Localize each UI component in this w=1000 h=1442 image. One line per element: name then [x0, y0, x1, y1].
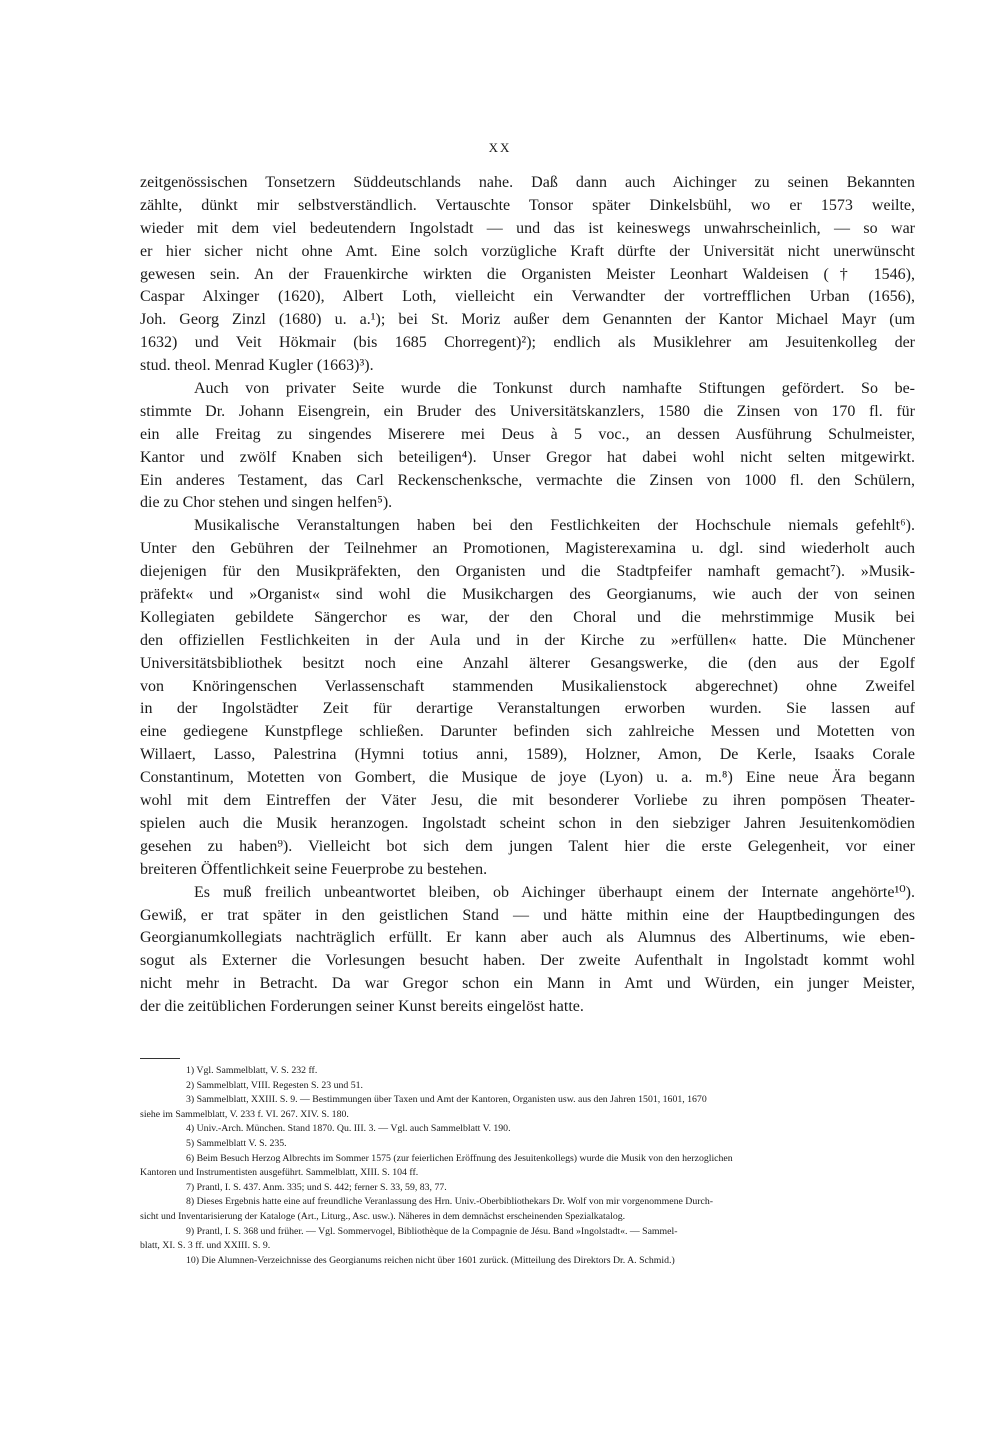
footnote-10: 10) Die Alumnen-Verzeichnisse des Georgianums reichen nicht über 1601 zurück. (Mitteilung des Direktors Dr. A. Schmid.) — [186, 1254, 675, 1266]
footnote-7: 7) Prantl, I. S. 437. Anm. 335; und S. 442; ferner S. 33, 59, 83, 77. — [186, 1181, 447, 1193]
body-line: Constantinum, Motetten von Gombert, die Musique de joye (Lyon) u. a. m.⁸) Eine neue Ära begann — [140, 769, 915, 787]
footnote-3: 3) Sammelblatt, XXIII. S. 9. — Bestimmungen über Taxen und Amt der Kantoren, Organisten usw. aus den Jahren 1501, 1601, 1670 — [186, 1094, 707, 1106]
footnote-separator — [140, 1058, 180, 1059]
body-line: nicht mehr in Betracht. Da war Gregor schon ein Mann in Amt und Würden, ein junger Meister, — [140, 975, 915, 993]
footnotes — [140, 1064, 915, 1268]
body-line: stud. theol. Menrad Kugler (1663)³). — [140, 357, 374, 375]
body-line: eine gediegene Kunstpflege schließen. Darunter befinden sich zahlreiche Messen und Motetten von — [140, 723, 915, 741]
body-line: 1632) und Veit Hökmair (bis 1685 Chorregent)²); endlich als Musiklehrer am Jesuitenkolleg der — [140, 334, 915, 352]
body-line: die zu Chor stehen und singen helfen⁵). — [140, 494, 393, 512]
body-line: er hier sicher nicht ohne Amt. Eine solch vorzügliche Kraft dürfte der Universität nicht unerwünscht — [140, 242, 915, 260]
body-line: der die zeitüblichen Forderungen seiner Kunst bereits eingelöst hatte. — [140, 998, 584, 1016]
footnote-1: 1) Vgl. Sammelblatt, V. S. 232 ff. — [186, 1065, 318, 1076]
body-line: Joh. Georg Zinzl (1680) u. a.¹); bei St. Moriz außer dem Genannten der Kantor Michael Mayr (um — [140, 311, 915, 329]
body-line: gewesen sein. An der Frauenkirche wirkten die Organisten Meister Leonhart Waldeisen († 1546), — [140, 265, 915, 283]
body-line: den offiziellen Festlichkeiten in der Aula und in der Kirche zu »erfüllen« hatte. Die Münchener — [140, 631, 915, 649]
body-line: Ein anderes Testament, das Carl Reckenschenksche, vermachte die Zinsen von 1000 fl. den Schülern, — [140, 471, 915, 489]
footnote-2: 2) Sammelblatt, VIII. Regesten S. 23 und 51. — [186, 1079, 363, 1091]
footnote-9: 9) Prantl, I. S. 368 und früher. — Vgl. Sommervogel, Bibliothèque de la Compagnie de Jésu. Band »Ingolstadt«. — Sammel- — [186, 1225, 678, 1237]
body-line: Gewiß, er trat später in den geistlichen Stand — und hätte mithin eine der Hauptbedingungen des — [140, 906, 915, 924]
footnote-8: 8) Dieses Ergebnis hatte eine auf freundliche Veranlassung des Hrn. Univ.-Oberbibliothekars Dr. Wolf von mir vorgenommene Durch- — [186, 1196, 714, 1208]
body-line: zeitgenössischen Tonsetzern Süddeutschlands nahe. Daß dann auch Aichinger zu seinen Bekannten — [140, 174, 915, 191]
footnote-6-continued: Kantoren und Instrumentisten ausgeführt. Sammelblatt, XIII. S. 104 ff. — [140, 1167, 419, 1179]
footnote-3-continued: siehe im Sammelblatt, V. 233 f. VI. 267. XIV. S. 180. — [140, 1108, 349, 1120]
body-line: Georgianumkollegiats nachträglich erfüllt. Er kann aber auch als Alumnus des Albertinums, wie eben- — [140, 929, 915, 947]
body-line: präfekt« und »Organist« sind wohl die Musikchargen des Georgianums, wie auch der von seinen — [140, 586, 915, 604]
body-line: Willaert, Lasso, Palestrina (Hymni totius anni, 1589), Holzner, Amon, De Kerle, Isaaks Corale — [140, 746, 915, 764]
body-line: wohl mit dem Eintreffen der Väter Jesu, die mit besonderer Vorliebe zu ihren pompösen Theater- — [140, 792, 915, 810]
footnote-8-continued: sicht und Inventarisierung der Kataloge (Art., Liturg., Asc. usw.). Näheres in dem demnächst erscheinenden Spezialkatalog. — [140, 1210, 626, 1222]
body-line: von Knöringenschen Verlassenschaft stammenden Musikalienstock abgerechnet) ohne Zweifel — [140, 677, 915, 695]
body-line: Kantor und zwölf Knaben sich beteiligen⁴). Unser Gregor hat dabei wohl nicht selten mitgewirkt. — [140, 448, 915, 466]
body-text — [140, 172, 915, 1019]
body-line: Auch von privater Seite wurde die Tonkunst durch namhafte Stiftungen gefördert. So be- — [194, 380, 915, 398]
footnote-9-continued: blatt, XI. S. 3 ff. und XXIII. S. 9. — [140, 1240, 271, 1252]
body-line: Kollegiaten gebildete Sängerchor es war, der den Choral und die mehrstimmige Musik bei — [140, 608, 915, 626]
body-line: Caspar Alxinger (1620), Albert Loth, vielleicht ein Verwandter der vortrefflichen Urban (1656), — [140, 288, 915, 306]
body-line: diejenigen für den Musikpräfekten, den Organisten und die Stadtpfeifer namhaft gemacht⁷). »Musik- — [140, 563, 915, 581]
footnote-5: 5) Sammelblatt V. S. 235. — [186, 1137, 287, 1149]
body-line: spielen auch die Musik heranzogen. Ingolstadt scheint schon in den siebziger Jahren Jesuitenkomödien — [140, 814, 915, 832]
body-line: Unter den Gebühren der Teilnehmer an Promotionen, Magisterexamina u. dgl. sind wiederholt auch — [140, 540, 915, 558]
body-line: in der Ingolstädter Zeit für derartige Veranstaltungen erworben wurden. Sie lassen auf — [140, 700, 915, 718]
body-line: zählte, dünkt mir selbstverständlich. Vertauschte Tonsor später Dinkelsbühl, wo er 1573 weilte, — [140, 196, 915, 214]
body-line: Musikalische Veranstaltungen haben bei den Festlichkeiten der Hochschule niemals gefehlt⁶). — [194, 517, 915, 535]
body-line: Es muß freilich unbeantwortet bleiben, ob Aichinger überhaupt einem der Internate angehörte¹⁰). — [194, 883, 915, 901]
body-line: breiteren Öffentlichkeit seine Feuerprobe zu bestehen. — [140, 860, 488, 878]
body-line: ein alle Freitag zu singendes Miserere mei Deus à 5 voc., an dessen Ausführung Schulmeister, — [140, 425, 915, 443]
body-line: gesehen zu haben⁹). Vielleicht bot sich dem jungen Talent hier die erste Gelegenheit, vor einer — [140, 837, 915, 855]
page-number: XX — [488, 140, 512, 155]
body-line: wieder mit dem viel bedeutendern Ingolstadt — und das ist keineswegs unwahrscheinlich, — so war — [140, 219, 915, 237]
body-line: stimmte Dr. Johann Eisengrein, ein Bruder des Universitätskanzlers, 1580 die Zinsen von 170 fl. für — [140, 402, 915, 420]
body-line: Universitätsbibliothek besitzt noch eine Anzahl älterer Gesangswerke, die (den aus der Egolf — [140, 654, 915, 672]
body-line: sogut als Externer die Vorlesungen besucht haben. Der zweite Aufenthalt in Ingolstadt kommt wohl — [140, 952, 915, 970]
footnote-6: 6) Beim Besuch Herzog Albrechts im Sommer 1575 (zur feierlichen Eröffnung des Jesuitenkollegs) wurde die Musik von den herzoglichen — [186, 1152, 733, 1164]
footnote-4: 4) Univ.-Arch. München. Stand 1870. Qu. III. 3. — Vgl. auch Sammelblatt V. 190. — [186, 1123, 511, 1135]
